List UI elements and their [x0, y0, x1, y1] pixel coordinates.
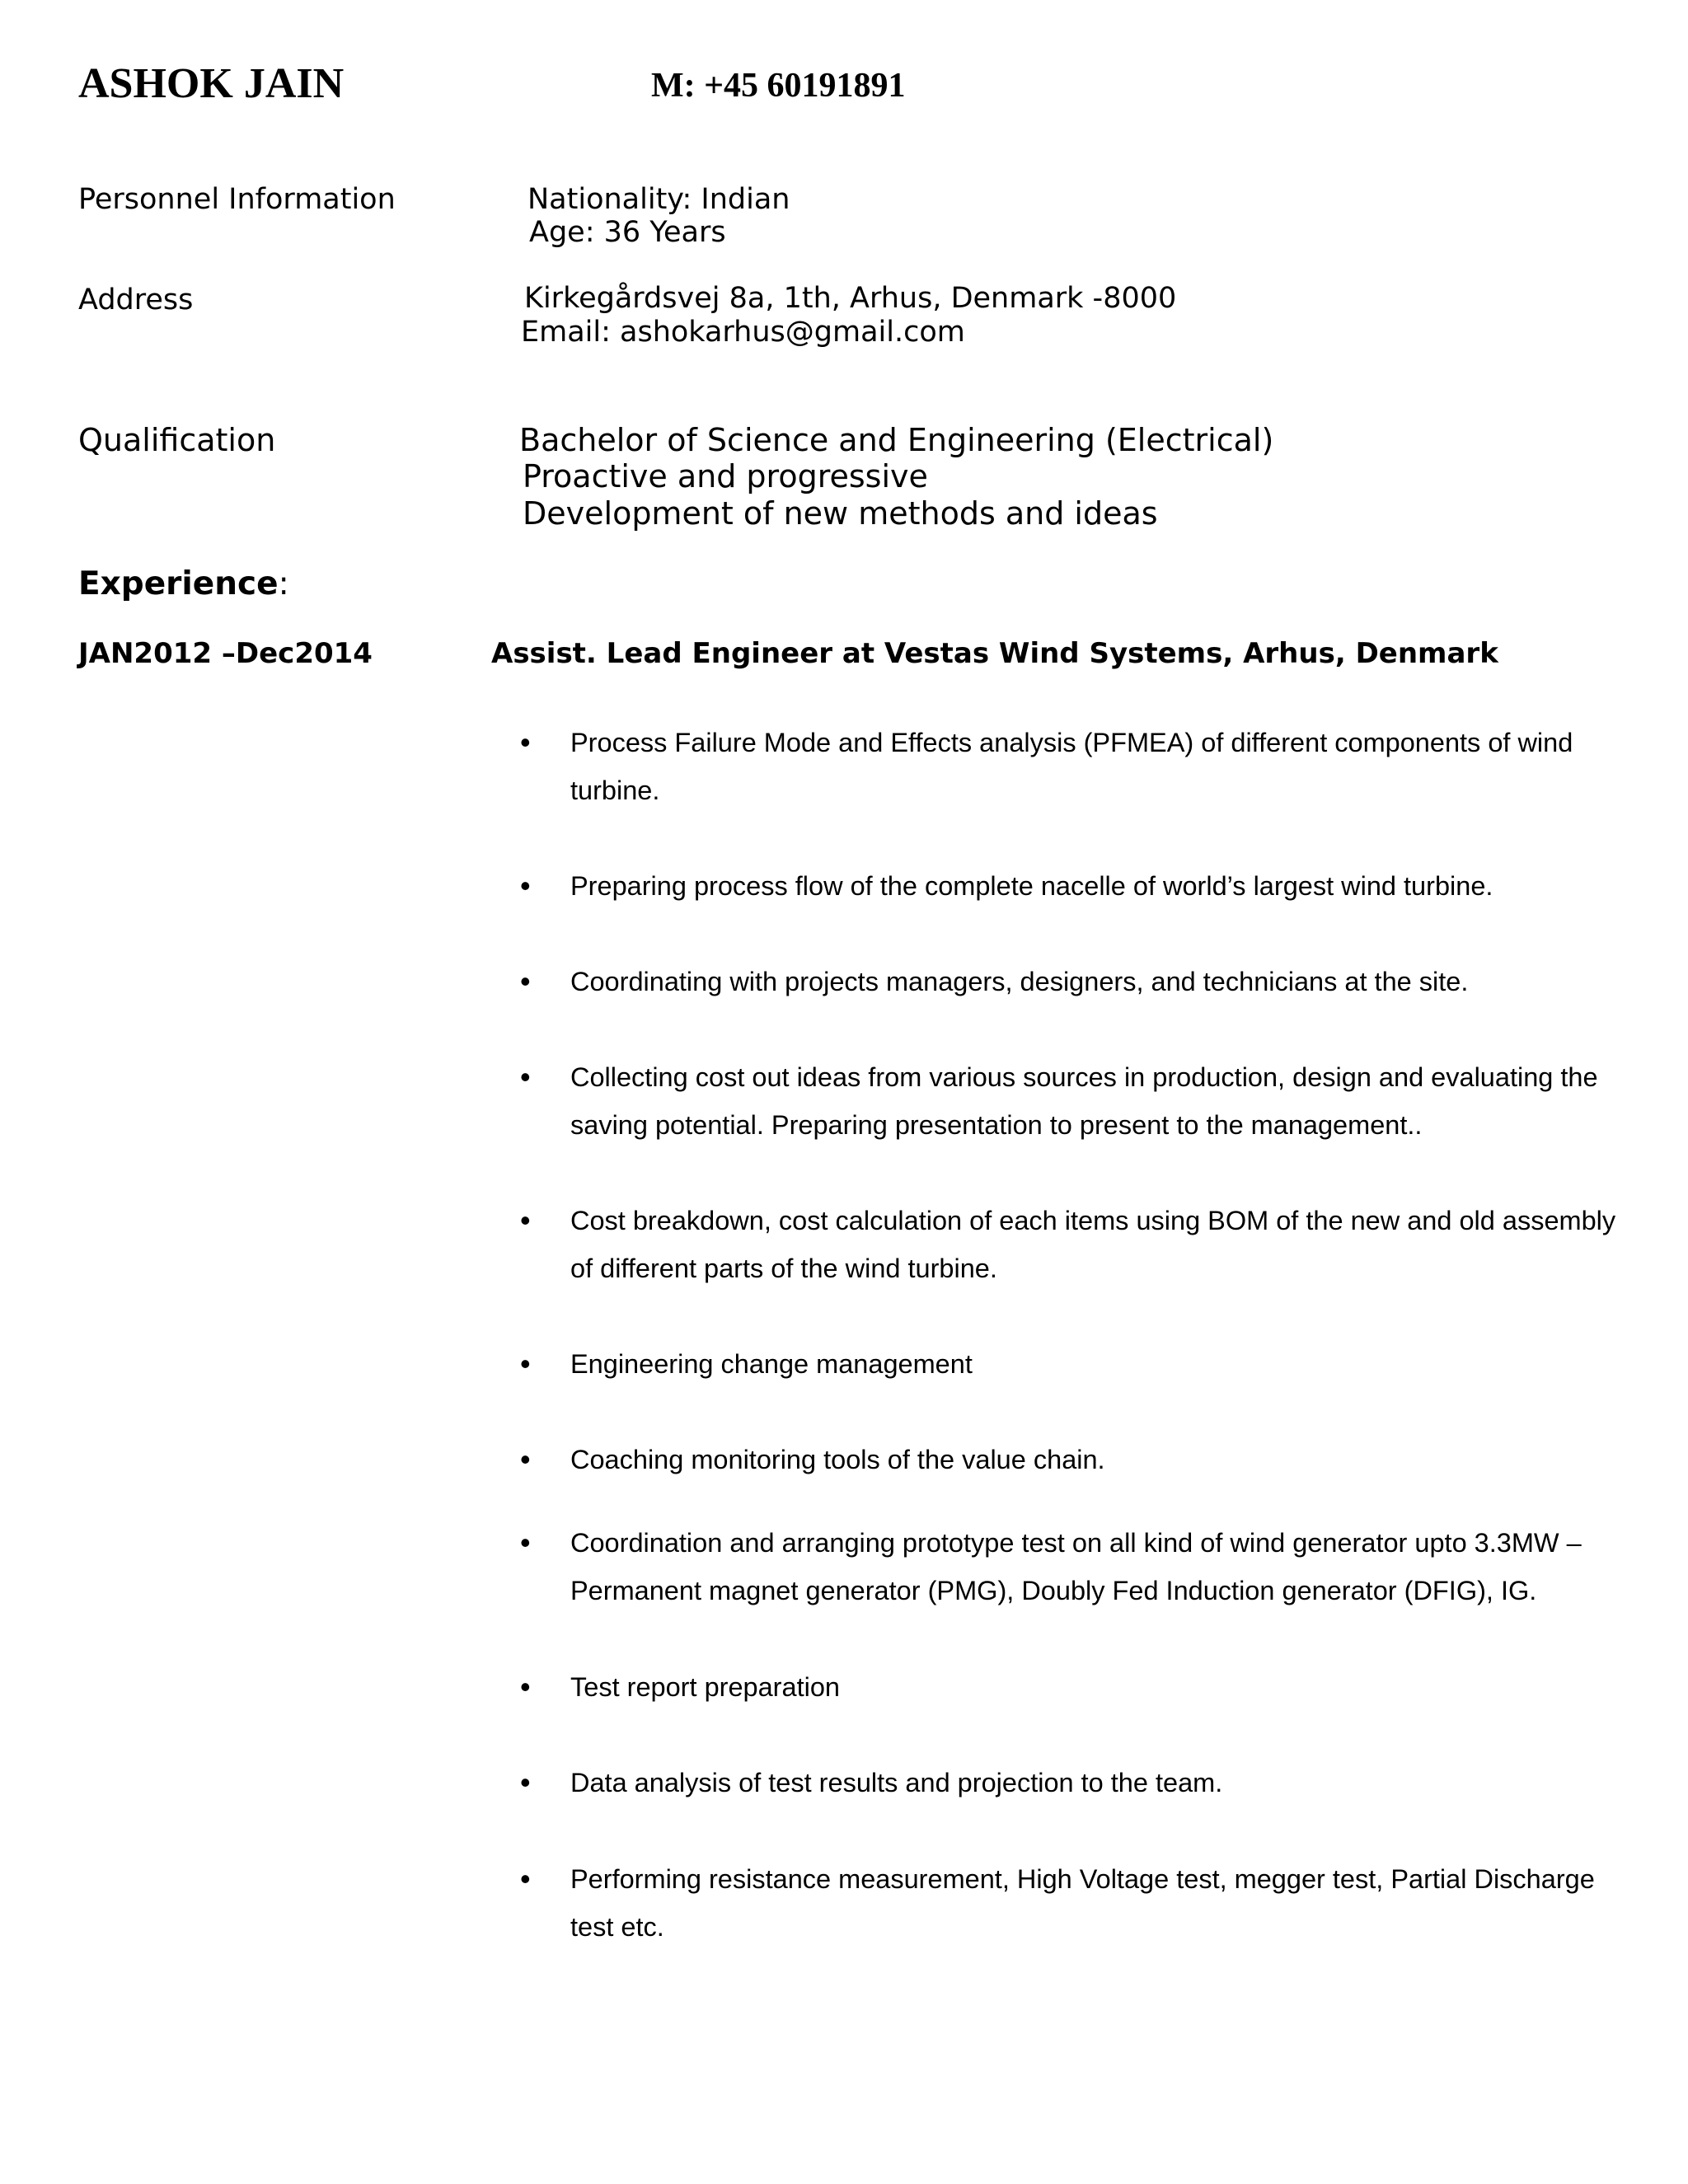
duty-text: Collecting cost out ideas from various sources in production, design and evaluating the saving potential. Preparing presentation to present to the management..: [570, 1062, 1598, 1140]
duty-text: Cost breakdown, cost calculation of each items using BOM of the new and old assembly of different parts of the wind turbine.: [570, 1206, 1616, 1283]
email-value: Email: ashokarhus@gmail.com: [521, 316, 965, 349]
candidate-name: ASHOK JAIN: [78, 60, 345, 107]
bullet-icon: •: [520, 1060, 531, 1094]
age-value: Age: 36 Years: [529, 216, 726, 249]
personal-info-label: Personnel Information: [78, 183, 396, 216]
duty-text: Coordination and arranging prototype test on all kind of wind generator upto 3.3MW – Permanent magnet generator (PMG), Doubly Fed Induction generator (DFIG), IG.: [570, 1528, 1582, 1605]
experience-heading-text: Experience: [78, 565, 279, 602]
duty-text: Engineering change management: [570, 1349, 973, 1379]
experience-heading: [78, 565, 289, 602]
bullet-icon: •: [520, 964, 531, 998]
duty-text: Performing resistance measurement, High Voltage test, megger test, Partial Discharge test etc.: [570, 1864, 1595, 1942]
bullet-icon: •: [520, 1670, 531, 1704]
bullet-icon: •: [520, 1862, 531, 1896]
bullet-icon: •: [520, 1765, 531, 1799]
mobile-number: M: +45 60191891: [651, 67, 906, 105]
address-value: Kirkegårdsvej 8a, 1th, Arhus, Denmark -8000: [524, 282, 1177, 315]
address-label: Address: [78, 284, 194, 316]
bullet-icon: •: [520, 1442, 531, 1476]
duty-text: Coaching monitoring tools of the value chain.: [570, 1445, 1105, 1474]
duty-item: [520, 1519, 1617, 1615]
qualification-label: Qualification: [78, 422, 276, 458]
duty-item: [520, 1855, 1617, 1951]
bullet-icon: •: [520, 1203, 531, 1237]
bullet-icon: •: [520, 1526, 531, 1559]
duty-text: Coordinating with projects managers, designers, and technicians at the site.: [570, 967, 1469, 996]
duty-item: [520, 719, 1617, 814]
duty-text: Process Failure Mode and Effects analysis (PFMEA) of different components of wind turbine.: [570, 728, 1573, 805]
duty-item: [520, 1053, 1617, 1149]
duty-text: Data analysis of test results and projection to the team.: [570, 1768, 1223, 1797]
experience-heading-colon: :: [278, 565, 289, 602]
job-period: JAN2012 –Dec2014: [78, 637, 373, 670]
bullet-icon: •: [520, 725, 531, 759]
qualification-line: Proactive and progressive: [523, 458, 928, 494]
duty-text: Test report preparation: [570, 1672, 840, 1702]
duty-item: [520, 1340, 1617, 1388]
qualification-line: Bachelor of Science and Engineering (Electrical): [519, 422, 1274, 458]
duty-item: [520, 862, 1617, 910]
duty-item: [520, 1663, 1617, 1711]
bullet-icon: •: [520, 869, 531, 902]
duty-item: [520, 1759, 1617, 1807]
duty-item: [520, 1436, 1617, 1483]
nationality-value: Nationality: Indian: [528, 183, 790, 216]
duty-text: Preparing process flow of the complete nacelle of world’s largest wind turbine.: [570, 871, 1493, 901]
duty-item: [520, 958, 1617, 1005]
bullet-icon: •: [520, 1347, 531, 1380]
qualification-line: Development of new methods and ideas: [523, 495, 1158, 532]
duty-item: [520, 1197, 1617, 1292]
job-title: Assist. Lead Engineer at Vestas Wind Systems, Arhus, Denmark: [491, 637, 1498, 670]
